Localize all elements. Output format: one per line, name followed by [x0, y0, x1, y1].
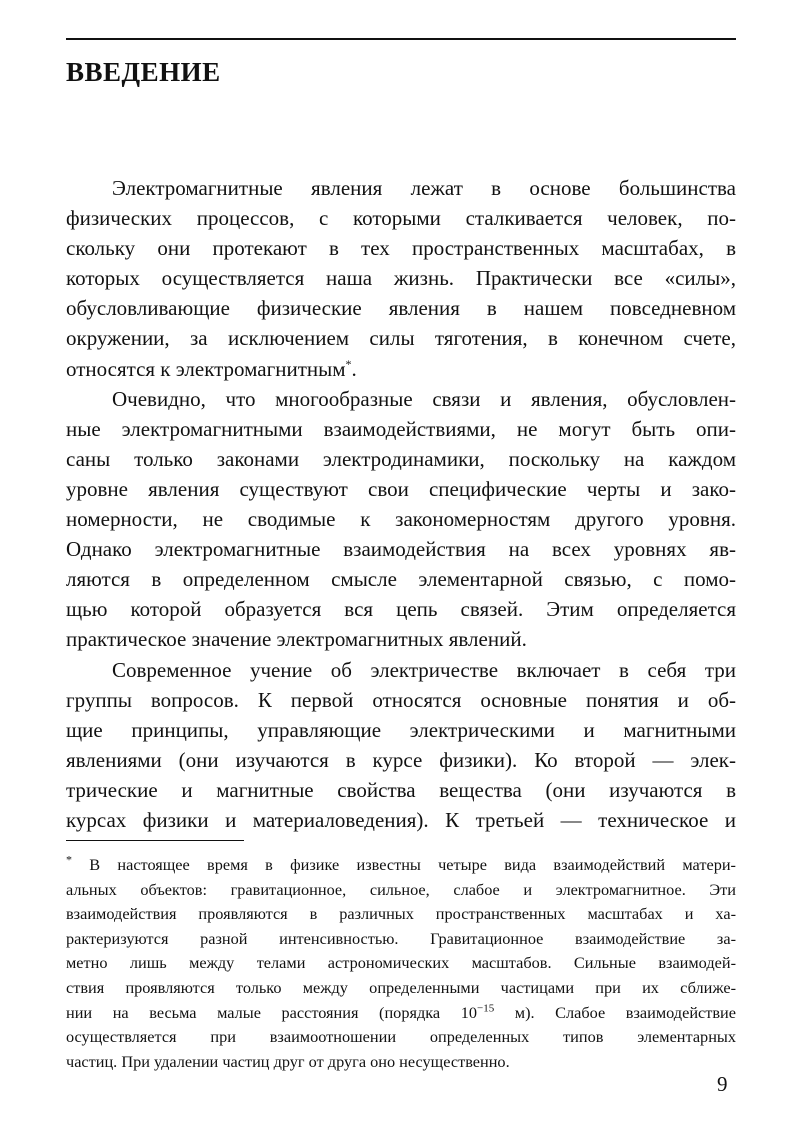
- footnote-line-first: [66, 853, 736, 878]
- footnote-line: метно лишь между телами астрономических масштабов. Сильные взаимодей-: [66, 953, 736, 973]
- text-line: ные электромагнитными взаимодействиями, не могут быть опи-: [66, 416, 736, 441]
- page-number: 9: [717, 1072, 728, 1096]
- text-line: ляются в определенном смысле элементарной связью, с помо-: [66, 567, 736, 592]
- footnote-line: взаимодействия проявляются в различных пространственных масштабах и ха-: [66, 904, 736, 924]
- sentence-end: .: [351, 356, 357, 381]
- text-line: которых осуществляется наша жизнь. Практически все «силы»,: [66, 266, 736, 291]
- text-line: уровне явления существуют свои специфические черты и зако-: [66, 476, 736, 501]
- footnote-line: частиц. При удалении частиц друг от друга оно несущественно.: [66, 1051, 510, 1071]
- text-line: Современное учение об электричестве включает в себя три: [112, 657, 736, 682]
- text-line: щие принципы, управляющие электрическими и магнитными: [66, 717, 736, 742]
- footnote-rule: [66, 840, 244, 841]
- footnote-line: рактеризуются разной интенсивностью. Гравитационное взаимодействие за-: [66, 928, 736, 948]
- text-line: явлениями (они изучаются в курсе физики). Ко второй — элек-: [66, 747, 736, 772]
- footnote-text: м). Слабое взаимодействие: [494, 1002, 736, 1022]
- text-line: Электромагнитные явления лежат в основе большинства: [112, 176, 736, 200]
- text-line: скольку они протекают в тех пространственных масштабах, в: [66, 236, 736, 261]
- footnote-line: ствия проявляются только между определенными частицами при их сближе-: [66, 977, 736, 997]
- text-line: обусловливающие физические явления в нашем повседневном: [66, 296, 736, 321]
- footnote-line-exponent: [66, 1001, 736, 1026]
- footnote-text: нии на весьма малые расстояния (порядка 10: [66, 1002, 477, 1022]
- footnote-line: альных объектов: гравитационное, сильное, слабое и электромагнитное. Эти: [66, 879, 736, 899]
- text-line: трические и магнитные свойства вещества (они изучаются в: [66, 777, 736, 802]
- body-text: [66, 173, 736, 835]
- text-line-last: [66, 354, 736, 384]
- text-line: номерности, не сводимые к закономерностям другого уровня.: [66, 507, 736, 532]
- top-rule: [66, 38, 736, 40]
- text-line: курсах физики и материаловедения). К третьей — техническое и: [66, 807, 736, 832]
- footnote-marker: *: [345, 356, 352, 371]
- text-line: относятся к электромагнитным: [66, 356, 346, 381]
- footnote: [66, 853, 736, 1074]
- footnote-line: В настоящее время в физике известны четыре вида взаимодействий матери-: [89, 855, 736, 874]
- footnote-line: осуществляется при взаимоотношении определенных типов элементарных: [66, 1027, 736, 1047]
- text-line: щью которой образуется вся цепь связей. Этим определяется: [66, 597, 736, 622]
- text-line: Однако электромагнитные взаимодействия на всех уровнях яв-: [66, 537, 736, 562]
- footnote-marker: *: [66, 853, 72, 867]
- text-line: практическое значение электромагнитных явлений.: [66, 627, 527, 652]
- text-line: группы вопросов. К первой относятся основные понятия и об-: [66, 687, 736, 712]
- text-line: окружении, за исключением силы тяготения, в конечном счете,: [66, 326, 736, 351]
- page-title: ВВЕДЕНИЕ: [66, 57, 221, 87]
- text-line: физических процессов, с которыми сталкивается человек, по-: [66, 206, 736, 231]
- text-line: саны только законами электродинамики, поскольку на каждом: [66, 446, 736, 471]
- text-line: Очевидно, что многообразные связи и явления, обусловлен-: [112, 386, 736, 411]
- exponent: −15: [476, 1002, 495, 1015]
